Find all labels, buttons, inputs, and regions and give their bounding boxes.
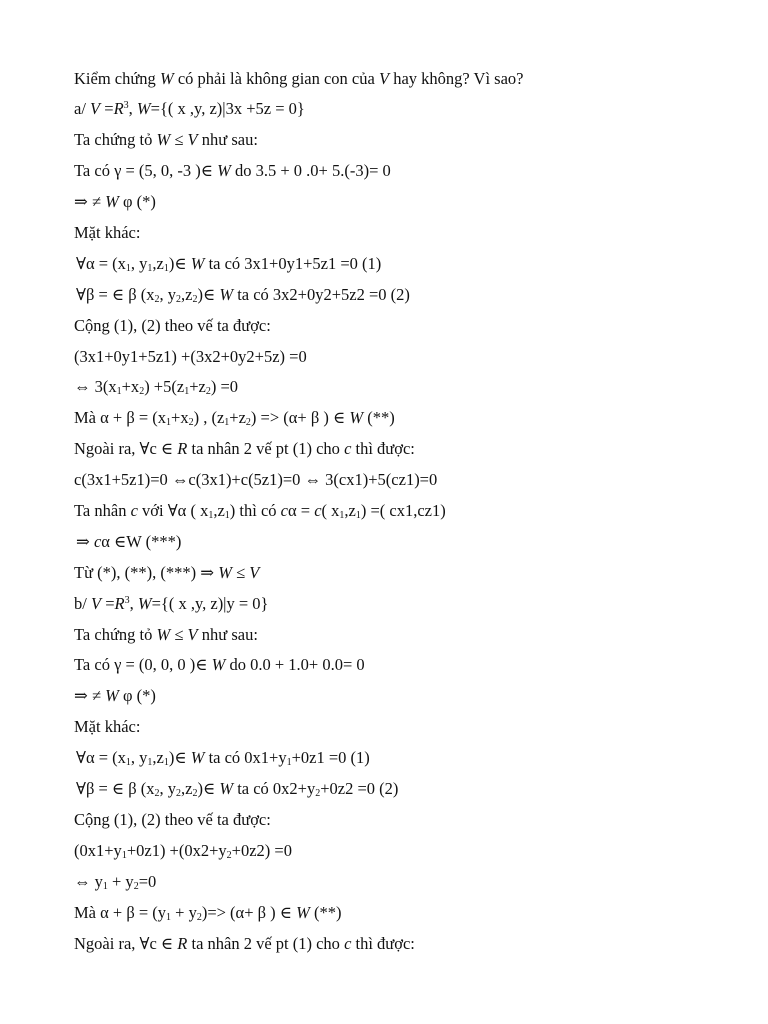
text-line: Mặt khác:	[74, 717, 141, 736]
text-line: $(0x1+y_1+0z1) +(0x2+y_2+0z2) =0$	[74, 841, 292, 861]
text-line: ⇒ ≠ W φ (*)	[74, 686, 156, 705]
text-line: (3x1+0y1+5z1) +(3x2+0y2+5z) =0	[74, 347, 307, 366]
text-line: Từ (*), (**), (***) ⇒ W ≤ V	[74, 563, 260, 582]
text-line: ⇒ ≠ W φ (*)	[74, 192, 156, 211]
question-line: Kiểm chứng W có phải là không gian con của V hay không? Vì sao?	[74, 69, 524, 88]
text-line: Ngoài ra, ∀c ∈ R ta nhân 2 vế pt (1) cho c thì được:	[74, 439, 415, 458]
text-line: Mà $\alpha + \beta = (y_1 + y_2)=> (\alpha+ \beta$ ) ∈ W (**)	[74, 903, 342, 923]
text-line: Ta nhân c với ∀α ( $x_1,z_1$) thì có cα = c( $x_1,z_1$) =( cx1,cz1)	[74, 501, 446, 521]
text-line: Mà $\alpha + \beta = (x_1+x_2)$ , $(z_1+z_2) => (\alpha+ \beta$ ) ∈ W (**)	[74, 408, 395, 428]
text-line: ⇒ cα ∈W (***)	[76, 532, 182, 551]
text-line: ∀α = ($x_1$, $y_1,z_1)\in$ W ta có 3x1+0y1+5z1 =0 (1)	[76, 254, 382, 274]
text-line: Ta chứng tỏ W ≤ V như sau:	[74, 130, 258, 149]
text-line: ⇔ $3(x_1+x_2) +5(z_1+z_2) =0$	[74, 377, 239, 397]
text-line: c(3x1+5z1)=0 ⇔c(3x1)+c(5z1)=0 ⇔ 3(cx1)+5(cz1)=0	[74, 470, 438, 489]
text-line: Mặt khác:	[74, 223, 141, 242]
text-line: ⇔ $y_1 + y_2=0$	[74, 872, 157, 892]
text-line: ∀β = ∈ β ($x_2$, $y_2,z_2)\in$ W ta có 3x2+0y2+5z2 =0 (2)	[76, 285, 410, 305]
text-line: Ta có γ = (5, 0, -3 )∈ W do 3.5 + 0 .0+ 5.(-3)= 0	[74, 161, 391, 180]
text-line: ∀α = ($x_1$, $y_1,z_1)\in$ W ta có $0x1+y_1+0z1 =0$ (1)	[76, 748, 370, 768]
text-line: ∀β = ∈ β ($x_2$, $y_2,z_2)\in$ W ta có $0x2+y_2+0z2 =0$ (2)	[76, 779, 399, 799]
part-a-statement: a/ $V =R^3$, W={( x ,y, z)|3x +5z = 0}	[74, 99, 305, 118]
text-line: Ta có γ = (0, 0, 0 )∈ W do 0.0 + 1.0+ 0.0= 0	[74, 655, 365, 674]
part-b-statement: b/ $V =R^3$, W={( x ,y, z)|y = 0}	[74, 594, 269, 613]
text-line: Ngoài ra, ∀c ∈ R ta nhân 2 vế pt (1) cho c thì được:	[74, 934, 415, 953]
text-line: Cộng (1), (2) theo vế ta được:	[74, 810, 271, 829]
text-line: Cộng (1), (2) theo vế ta được:	[74, 316, 271, 335]
text-line: Ta chứng tỏ W ≤ V như sau:	[74, 625, 258, 644]
